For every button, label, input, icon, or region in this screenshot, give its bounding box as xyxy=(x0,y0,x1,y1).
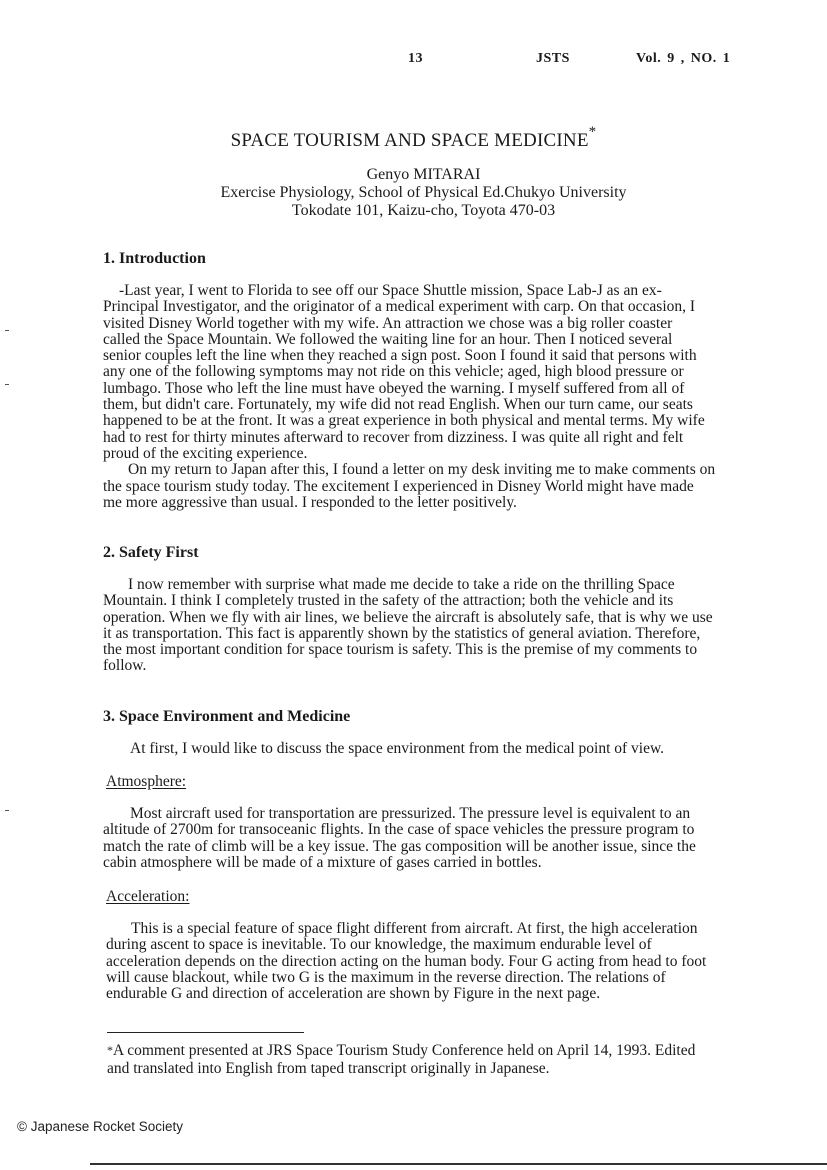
page-bottom-rule xyxy=(90,1163,827,1165)
paper-title xyxy=(0,124,827,152)
safety-body xyxy=(103,577,753,675)
author-affiliation: Exercise Physiology, School of Physical Ed.Chukyo University xyxy=(220,184,627,201)
text-line: called the Space Mountain. We followed the waiting line for an hour. Then I noticed several xyxy=(103,330,673,348)
introduction-body xyxy=(103,283,753,511)
section-heading-safety: 2. Safety First xyxy=(103,544,199,561)
volume-number: Vol. 9 , NO. 1 xyxy=(636,51,731,66)
text-line: the most important condition for space tourism is safety. This is the premise of my comments to xyxy=(103,641,698,659)
page-number: 13 xyxy=(408,51,423,66)
text-line: will cause blackout, while two G is the maximum in the reverse direction. The relations of xyxy=(106,968,666,986)
text-line: altitude of 2700m for transoceanic flights. In the case of space vehicles the pressure program to xyxy=(103,821,695,839)
text-line: Principal Investigator, and the originator of a medical experiment with carp. On that occasion, I xyxy=(103,298,696,316)
text-line: it as transportation. This fact is apparently shown by the statistics of general aviation. Therefore, xyxy=(103,624,701,642)
paper-title-text: SPACE TOURISM AND SPACE MEDICINE xyxy=(230,130,589,151)
section-heading-environment: 3. Space Environment and Medicine xyxy=(103,708,351,725)
acceleration-body xyxy=(106,921,756,1002)
text-line: senior couples left the line when they reached a sign post. Soon I found it said that persons with xyxy=(103,347,697,365)
text-line: cabin atmosphere will be made of a mixture of gases carried in bottles. xyxy=(103,853,542,871)
text-line: during ascent to space is inevitable. To our knowledge, the maximum endurable level of xyxy=(106,936,652,954)
text-line: visited Disney World together with my wife. An attraction we chose was a big roller coaster xyxy=(103,314,673,332)
text-line: me more aggressive than usual. I responded to the letter positively. xyxy=(103,493,517,511)
subheading-acceleration: Acceleration: xyxy=(106,888,190,905)
text-line: had to rest for thirty minutes afterward to recover from dizziness. I was quite all right and felt xyxy=(103,428,684,446)
text-line: happened to be at the front. It was a great experience in both physical and mental terms. My wife xyxy=(103,412,705,430)
text-line: operation. When we fly with air lines, we believe the aircraft is absolutely safe, that is why we use xyxy=(103,608,713,626)
footnote xyxy=(107,1042,695,1077)
author-address: Tokodate 101, Kaizu-cho, Toyota 470-03 xyxy=(291,202,556,219)
atmosphere-body xyxy=(103,806,753,871)
text-line: -Last year, I went to Florida to see off our Space Shuttle mission, Space Lab-J as an ex- xyxy=(119,282,662,299)
scan-mark xyxy=(5,810,9,811)
scan-mark xyxy=(5,330,9,331)
text-line: proud of the exciting experience. xyxy=(103,444,308,462)
environment-intro: At first, I would like to discuss the space environment from the medical point of view. xyxy=(130,740,665,757)
text-line: lumbago. Those who left the line must have obeyed the warning. I myself suffered from all of xyxy=(103,379,685,397)
text-line: Most aircraft used for transportation are pressurized. The pressure level is equivalent to an xyxy=(130,805,691,822)
footnote-line: A comment presented at JRS Space Tourism Study Conference held on April 14, 1993. Edited xyxy=(113,1042,696,1059)
text-line: acceleration depends on the direction acting on the human body. Four G acting from head to foot xyxy=(106,952,707,970)
text-line: On my return to Japan after this, I found a letter on my desk inviting me to make comments on xyxy=(128,461,716,479)
text-line: any one of the following symptoms may not ride on this vehicle; aged, high blood pressure or xyxy=(103,363,684,381)
footnote-marker: * xyxy=(107,1043,113,1057)
section-heading-introduction: 1. Introduction xyxy=(103,250,206,267)
scan-mark xyxy=(5,384,9,385)
text-line: them, but didn't care. Fortunately, my wife did not read English. When our turn came, our seats xyxy=(103,396,693,414)
title-footnote-marker: * xyxy=(588,124,597,140)
text-line: endurable G and direction of acceleration are shown by Figure in the next page. xyxy=(106,985,601,1003)
journal-name: JSTS xyxy=(536,51,570,66)
subheading-atmosphere: Atmosphere: xyxy=(106,773,187,790)
text-line: match the rate of climb will be a key issue. The gas composition will be another issue, since the xyxy=(103,837,696,855)
text-line: follow. xyxy=(103,657,147,675)
text-line: This is a special feature of space flight different from aircraft. At first, the high acceleration xyxy=(131,920,698,937)
footnote-line: and translated into English from taped transcript originally in Japanese. xyxy=(107,1059,550,1077)
text-line: the space tourism study today. The excitement I experienced in Disney World might have made xyxy=(103,477,694,495)
copyright-notice: © Japanese Rocket Society xyxy=(17,1119,184,1134)
author-name: Genyo MITARAI xyxy=(366,166,481,183)
text-line: Mountain. I think I completely trusted in the safety of the attraction; both the vehicle and its xyxy=(103,592,674,610)
text-line: I now remember with surprise what made me decide to take a ride on the thrilling Space xyxy=(128,576,675,593)
footnote-separator xyxy=(107,1032,304,1033)
